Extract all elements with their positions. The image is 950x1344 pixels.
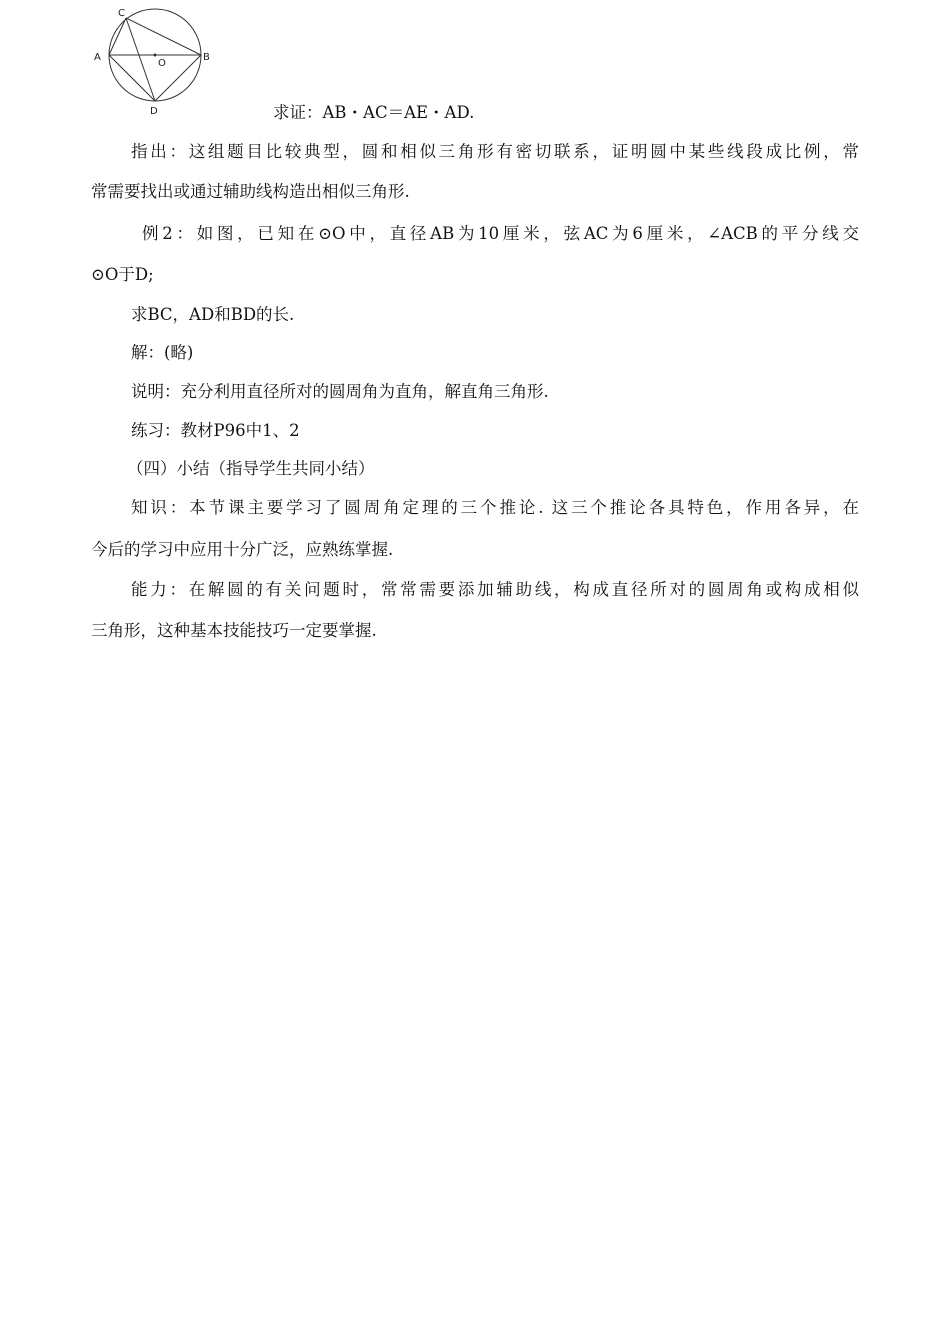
- solution-line: 解：(略): [131, 343, 194, 362]
- label-b: B: [203, 52, 210, 63]
- knowledge-line-2: 今后的学习中应用十分广泛，应熟练掌握.: [91, 540, 394, 559]
- example-2-line-1: 例2：如图，已知在⊙O中，直径AB为10厘米，弦AC为6厘米，∠ACB的平分线交: [142, 224, 859, 243]
- ability-line-2: 三角形，这种基本技能技巧一定要掌握.: [91, 621, 377, 640]
- note-line-2: 常需要找出或通过辅助线构造出相似三角形.: [91, 182, 410, 201]
- ability-line-1: 能力：在解圆的有关问题时，常常需要添加辅助线，构成直径所对的圆周角或构成相似: [131, 580, 859, 599]
- note-line-1: 指出：这组题目比较典型，圆和相似三角形有密切联系，证明圆中某些线段成比例，常: [131, 142, 859, 161]
- summary-heading: （四）小结（指导学生共同小结）: [127, 459, 375, 478]
- ask-line: 求BC，AD和BD的长.: [131, 305, 295, 324]
- explain-line: 说明：充分利用直径所对的圆周角为直角，解直角三角形.: [131, 382, 549, 401]
- chord-ad: [109, 55, 155, 101]
- label-c: C: [118, 8, 125, 19]
- label-a: A: [94, 52, 101, 63]
- prove-statement: 求证：AB・AC＝AE・AD.: [273, 103, 475, 122]
- circle-geometry-figure: [90, 4, 220, 117]
- center-point: [154, 54, 157, 57]
- example-2-line-2: ⊙O于D;: [91, 265, 154, 284]
- label-d: D: [150, 106, 158, 117]
- chord-ac: [109, 18, 126, 55]
- knowledge-line-1: 知识：本节课主要学习了圆周角定理的三个推论. 这三个推论各具特色，作用各异，在: [131, 498, 859, 517]
- practice-line: 练习：教材P96中1、2: [131, 421, 300, 440]
- label-o: O: [158, 58, 166, 69]
